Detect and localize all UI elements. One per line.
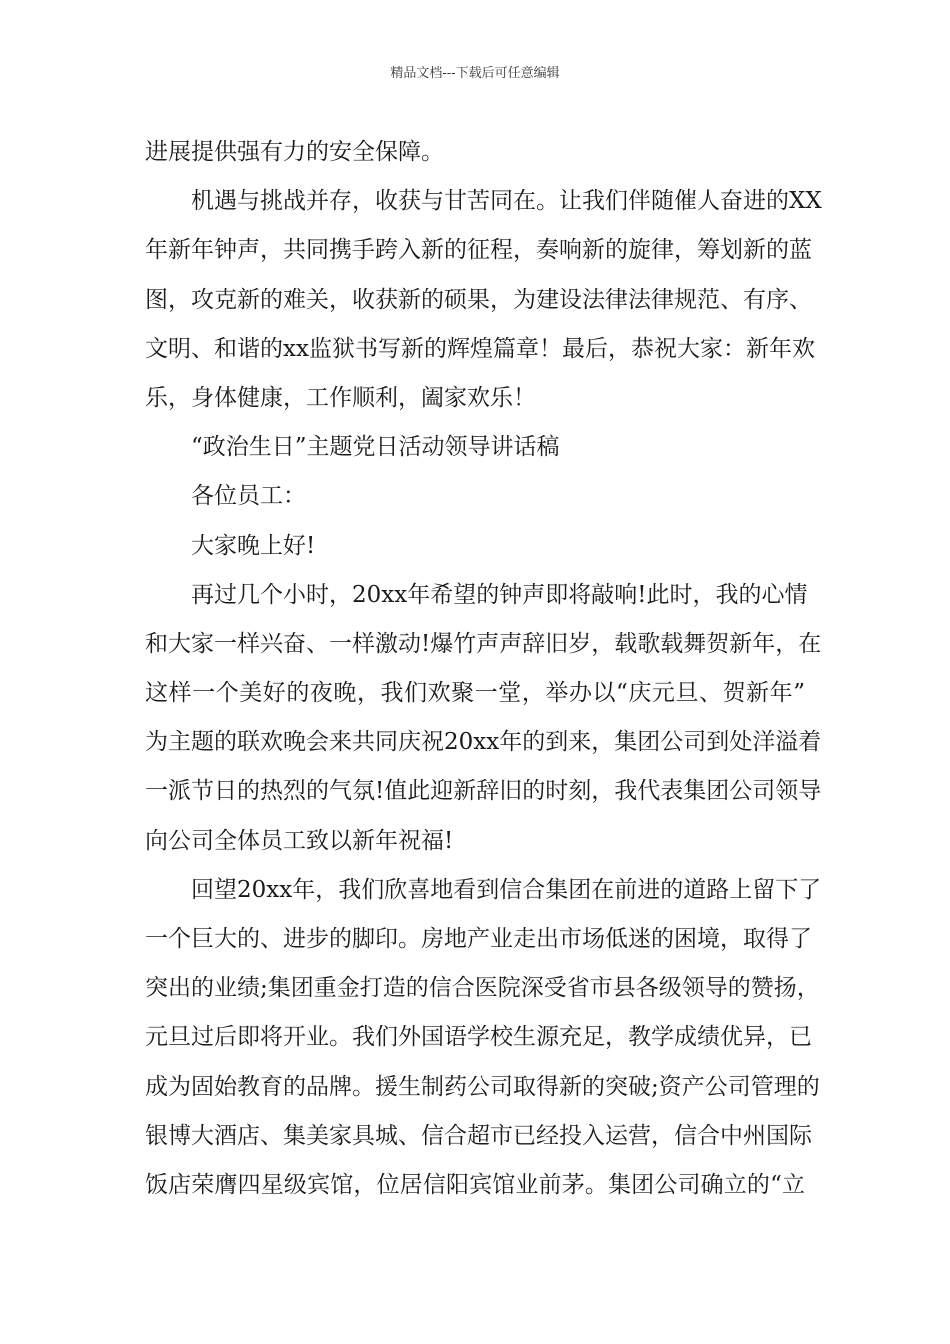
text-line: 一个巨大的、进步的脚印。房地产业走出市场低迷的困境，取得了	[145, 926, 812, 952]
document-body	[145, 128, 822, 1210]
text-line: 向公司全体员工致以新年祝福!	[145, 827, 454, 854]
text-line: 大家晚上好!	[191, 532, 316, 559]
text-line: 为主题的联欢晚会来共同庆祝20xx年的到来，集团公司到处洋溢着	[145, 729, 822, 756]
text-line: 成为固始教育的品牌。援生制药公司取得新的突破;资产公司管理的	[145, 1073, 820, 1100]
page-header: 精品文档---下载后可任意编辑	[390, 66, 560, 81]
text-line: 一派节日的热烈的气氛!值此迎新辞旧的时刻，我代表集团公司领导	[145, 778, 822, 805]
text-line: 突出的业绩;集团重金打造的信合医院深受省市县各级领导的赞扬，	[145, 975, 820, 1002]
text-line: 再过几个小时，20xx年希望的钟声即将敲响!此时，我的心情	[191, 581, 808, 608]
text-line: 回望20xx年，我们欣喜地看到信合集团在前进的道路上留下了	[191, 876, 822, 903]
text-line: 银博大酒店、集美家具城、信合超市已经投入运营，信合中州国际	[145, 1122, 812, 1149]
text-line: 元旦过后即将开业。我们外国语学校生源充足，教学成绩优异，已	[145, 1024, 812, 1051]
text-line: 图，攻克新的难关，收获新的硕果，为建设法律法律规范、有序、	[145, 286, 812, 313]
text-line: 进展提供强有力的安全保障。	[145, 139, 444, 165]
text-line: 乐，身体健康，工作顺利，阖家欢乐！	[145, 384, 536, 411]
text-line: 各位员工：	[191, 483, 306, 510]
text-line: “政治生日”主题党日活动领导讲话稿	[191, 434, 560, 461]
text-line: 和大家一样兴奋、一样激动!爆竹声声辞旧岁，载歌载舞贺新年，在	[145, 630, 822, 657]
text-line: 机遇与挑战并存，收获与甘苦同在。让我们伴随催人奋进的XX	[191, 188, 822, 215]
text-line: 这样一个美好的夜晚，我们欢聚一堂，举办以“庆元旦、贺新年”	[145, 680, 805, 707]
text-line: 年新年钟声，共同携手跨入新的征程，奏响新的旋律，筹划新的蓝	[145, 237, 812, 264]
text-line: 饭店荣膺四星级宾馆，位居信阳宾馆业前茅。集团公司确立的“立	[145, 1171, 805, 1198]
text-line: 文明、和谐的xx监狱书写新的辉煌篇章！最后，恭祝大家：新年欢	[145, 335, 815, 362]
